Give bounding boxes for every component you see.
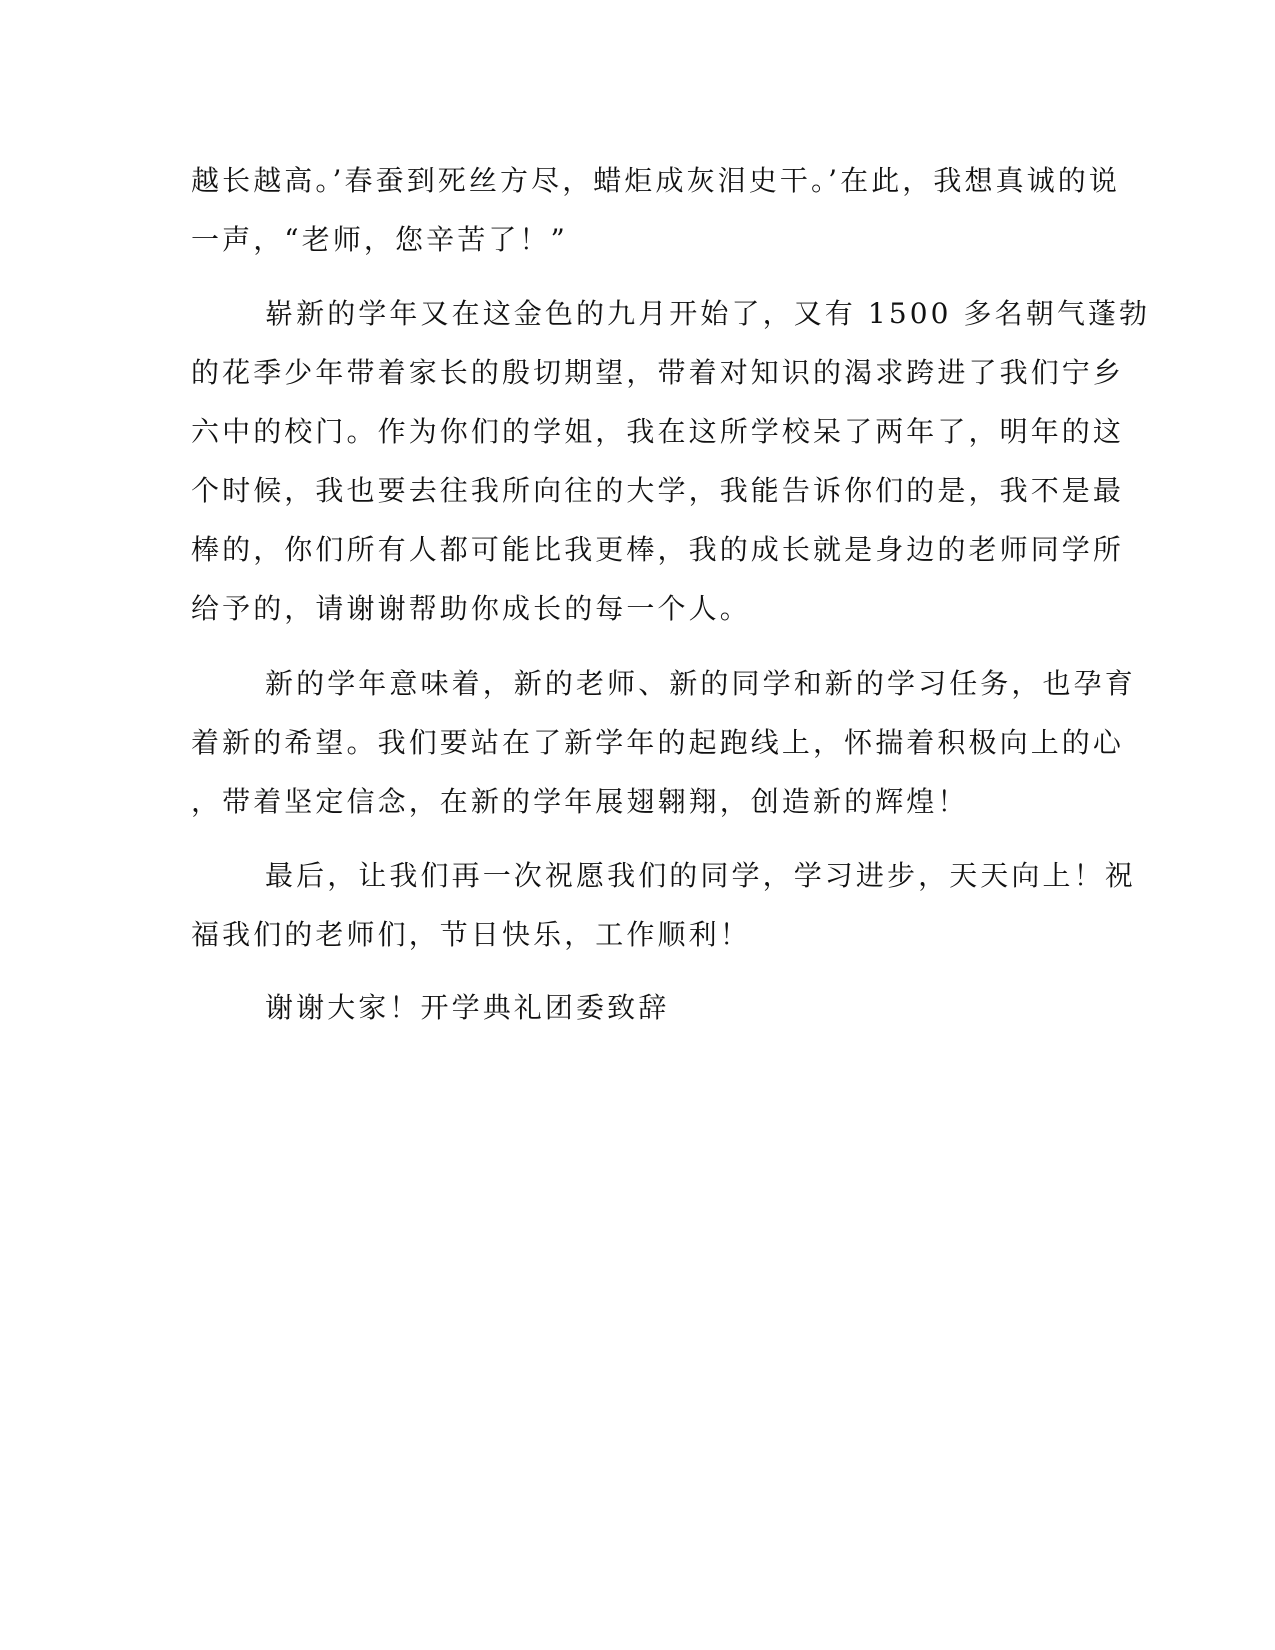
- text-line: 着新的希望。我们要站在了新学年的起跑线上，怀揣着积极向上的心: [191, 726, 1125, 759]
- text-line: 崭新的学年又在这金色的九月开始了，又有 1500 多名朝气蓬勃: [265, 297, 1151, 330]
- text-line: 福我们的老师们，节日快乐，工作顺利！: [191, 918, 751, 951]
- text-line: 给予的，请谢谢帮助你成长的每一个人。: [191, 592, 751, 625]
- text-line: 一声，“老师，您辛苦了！”: [191, 223, 568, 256]
- text-line: 六中的校门。作为你们的学姐，我在这所学校呆了两年了，明年的这: [191, 415, 1125, 448]
- text-line: 谢谢大家！开学典礼团委致辞: [265, 991, 670, 1024]
- text-line: 最后，让我们再一次祝愿我们的同学，学习进步，天天向上！祝: [265, 859, 1136, 892]
- text-line: 越长越高。’春蚕到死丝方尽，蜡炬成灰泪史干。’在此，我想真诚的说: [191, 164, 1121, 197]
- text-line: 棒的，你们所有人都可能比我更棒，我的成长就是身边的老师同学所: [191, 533, 1125, 566]
- text-line: 个时候，我也要去往我所向往的大学，我能告诉你们的是，我不是最: [191, 474, 1125, 507]
- text-line: ，带着坚定信念，在新的学年展翅翱翔，创造新的辉煌！: [191, 785, 969, 818]
- text-line: 新的学年意味着，新的老师、新的同学和新的学习任务，也孕育: [265, 667, 1136, 700]
- text-line: 的花季少年带着家长的殷切期望，带着对知识的渴求跨进了我们宁乡: [191, 356, 1125, 389]
